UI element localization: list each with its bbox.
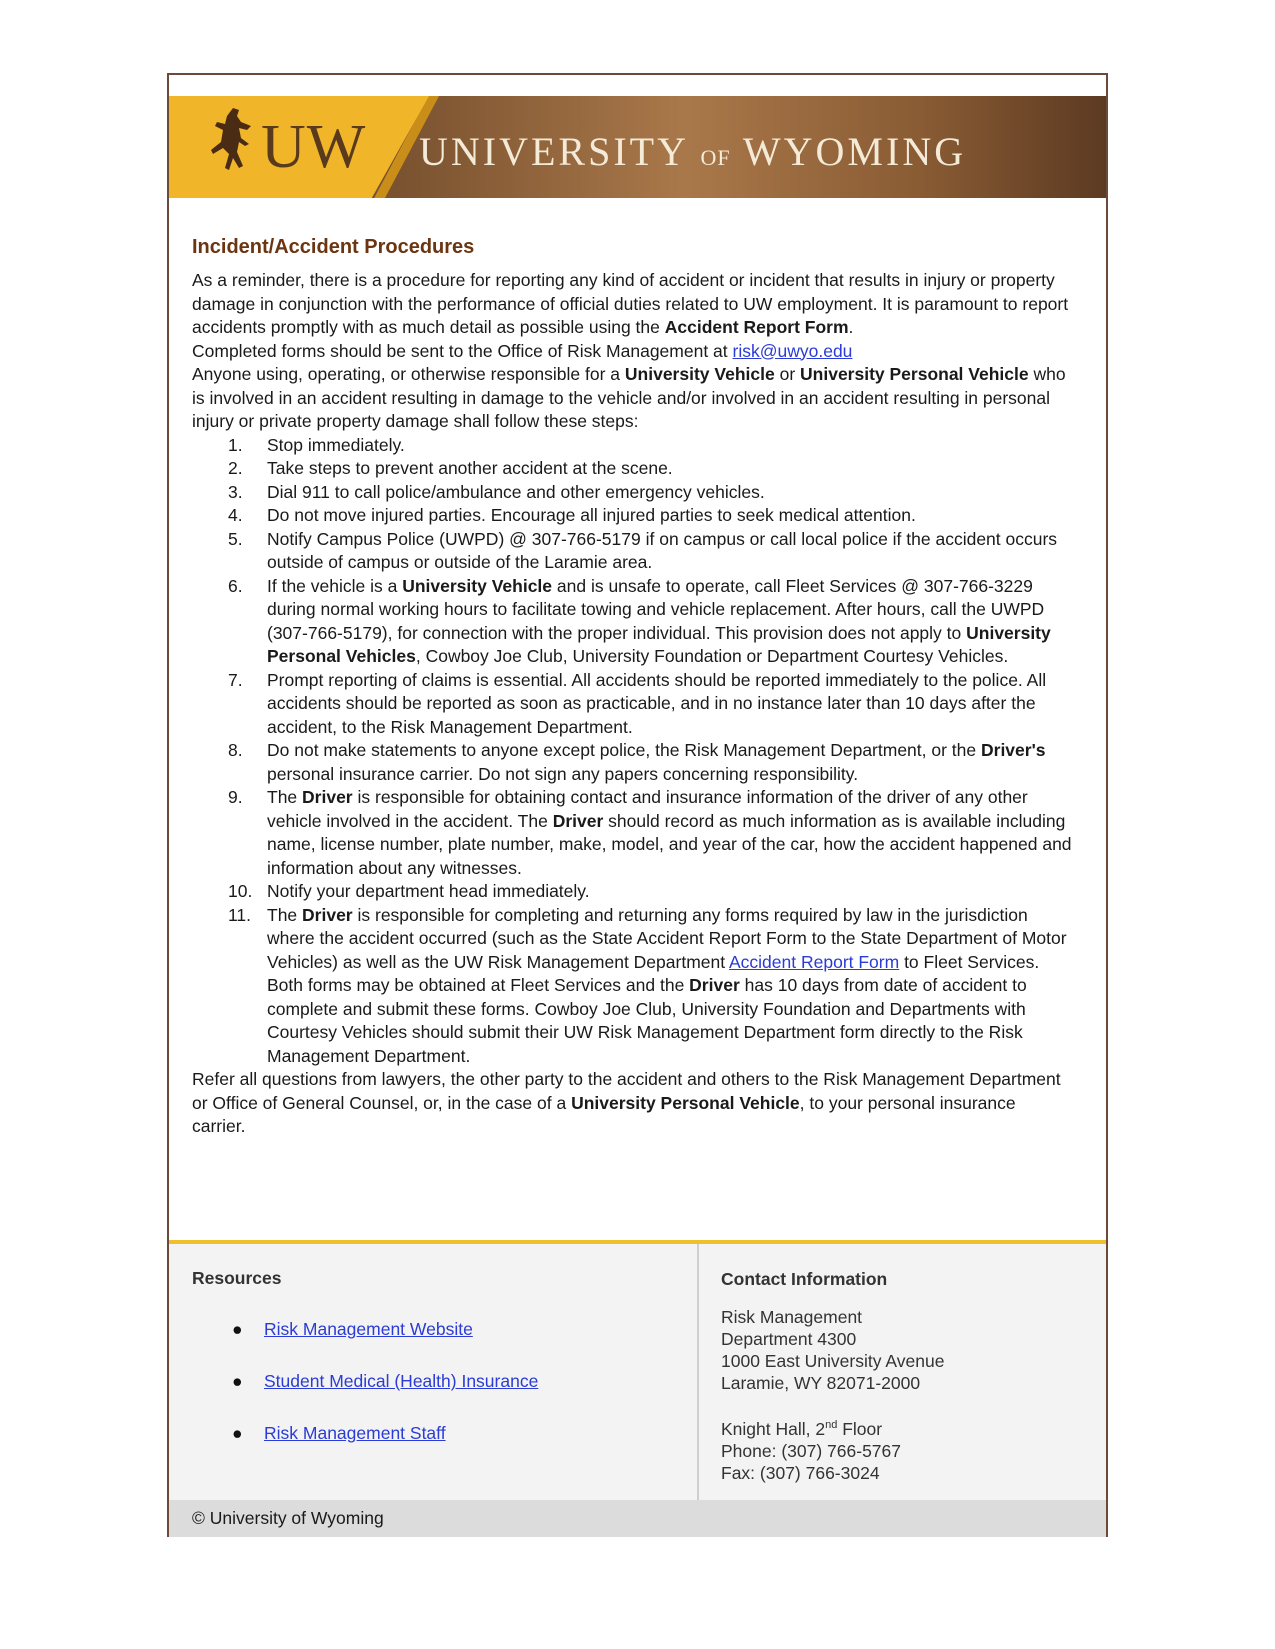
step-text-c: is responsible for obtaining contact and insurance information of the driver of any other vehicle involved in the accident. The (267, 787, 1028, 831)
step-bold-1: Driver's (981, 740, 1046, 760)
step-text-d: to Fleet Services. Both forms may be obtained at Fleet Services and the (267, 951, 1040, 995)
step-number: 7. (228, 669, 243, 690)
contact-building (721, 1414, 1081, 1440)
student-medical-insurance-link[interactable]: Student Medical (Health) Insurance (264, 1371, 539, 1391)
risk-email-link[interactable]: risk@uwyo.edu (732, 340, 853, 361)
closing-text-b: , to your personal insurance carrier. (192, 1092, 1016, 1136)
main-content (192, 235, 1072, 1139)
send-forms-text: Completed forms should be sent to the Office of Risk Management at (192, 340, 733, 361)
name-university: UNIVERSITY (419, 129, 688, 174)
uw-wordmark: UW (261, 113, 367, 181)
contact-section (721, 1268, 1081, 1484)
contact-line: 1000 East University Avenue (721, 1351, 945, 1371)
step-text: Notify your department head immediately. (267, 881, 590, 901)
step-text-a: Do not make statements to anyone except police, the Risk Management Department, or the (267, 740, 981, 760)
building-text-b: Floor (837, 1418, 883, 1439)
resp-text-a: Anyone using, operating, or otherwise responsible for a (192, 364, 625, 384)
closing-paragraph (192, 1068, 1072, 1139)
step-text-d: should record as much information as is available including name, license number, plate number, make, model, and year of the car, how the accident happened and information about any witnesses. (267, 810, 1072, 878)
step-text: Do not move injured parties. Encourage all injured parties to seek medical attention. (267, 505, 916, 525)
step-number: 9. (228, 787, 243, 807)
risk-management-staff-link[interactable]: Risk Management Staff (264, 1423, 446, 1443)
intro-bold-form: Accident Report Form (664, 317, 849, 337)
step-number: 6. (228, 575, 243, 596)
step-text: Prompt reporting of claims is essential. All accidents should be reported immediately to the police. All accidents should be reported as soon as practicable, and in no instance later than 10 days after the accident, to the Risk Management Department. (267, 669, 1047, 737)
step-text: Take steps to prevent another accident at the scene. (267, 458, 673, 478)
contact-line: Laramie, WY 82071-2000 (721, 1373, 921, 1393)
resources-heading: Resources (192, 1268, 282, 1288)
step-bold-1: Driver (302, 787, 353, 807)
resp-text-b: or (774, 364, 801, 384)
step-text-a: The (267, 787, 303, 807)
step-text-c: is responsible for completing and returning any forms required by law in the jurisdiction where the accident occurred (such as the State Accident Report Form to the State Department of Motor Vehicles) as well as the UW Risk Management Department (267, 904, 1067, 972)
name-of: OF (700, 145, 731, 170)
step-bold-2: University Personal Vehicles (267, 622, 1051, 666)
step-bold-2: Driver (689, 975, 740, 995)
step-number: 10. (228, 881, 253, 901)
column-divider (697, 1244, 699, 1500)
copyright-text: © University of Wyoming (192, 1508, 384, 1528)
step-bold-2: Driver (552, 810, 604, 831)
step-text: Dial 911 to call police/ambulance and other emergency vehicles. (267, 481, 765, 502)
send-forms-paragraph (192, 340, 1072, 364)
list-item (192, 434, 1072, 458)
list-item (192, 739, 1072, 786)
copyright-footer (169, 1500, 1106, 1537)
resources-section (192, 1268, 672, 1475)
name-wyoming: WYOMING (742, 129, 967, 174)
list-item (192, 1319, 672, 1371)
step-text-c: personal insurance carrier. Do not sign any papers concerning responsibility. (267, 763, 859, 784)
step-text-e: has 10 days from date of accident to complete and submit these forms. Cowboy Joe Club, University Foundation and Departments with Courtesy Vehicles should submit their UW Risk Management Department form directly to the Risk Management Department. (267, 975, 1027, 1066)
intro-text-a: As a reminder, there is a procedure for reporting any kind of accident or incident that results in injury or property damage in conjunction with the performance of official duties related to UW employment. It is paramount to report accidents promptly with as much detail as possible using the (192, 270, 1069, 337)
list-item (192, 504, 1072, 528)
contact-line: Risk Management (721, 1307, 863, 1327)
list-item (192, 481, 1072, 505)
resp-bold-2: University Personal Vehicle (800, 364, 1029, 384)
email-frame (167, 73, 1108, 1537)
step-text-a: The (267, 904, 303, 925)
step-bold-1: Driver (302, 904, 353, 925)
step-text: Stop immediately. (267, 434, 405, 455)
list-item (192, 786, 1072, 880)
step-text-a: If the vehicle is a (267, 575, 403, 596)
intro-paragraph (192, 269, 1072, 340)
header-banner (169, 96, 1106, 198)
contact-heading: Contact Information (721, 1269, 888, 1289)
building-text-a: Knight Hall, 2 (721, 1418, 826, 1439)
closing-text-a: Refer all questions from lawyers, the other party to the accident and others to the Risk Management Department or Office of General Counsel, or, in the case of a (192, 1069, 1061, 1113)
list-item (192, 669, 1072, 740)
steps-list (192, 434, 1072, 1069)
list-item (192, 575, 1072, 669)
step-number: 4. (228, 505, 243, 525)
step-number: 11. (228, 904, 252, 925)
bullet-icon: ● (232, 1371, 243, 1391)
bullet-icon: ● (232, 1423, 243, 1443)
step-text-d: , Cowboy Joe Club, University Foundation or Department Courtesy Vehicles. (415, 646, 1009, 666)
step-number: 2. (228, 458, 243, 478)
page-title: Incident/Accident Procedures (192, 236, 475, 258)
contact-phone: Phone: (307) 766-5767 (721, 1440, 901, 1461)
info-panel (169, 1244, 1106, 1500)
bullet-icon: ● (232, 1319, 243, 1339)
list-item (192, 880, 1072, 904)
bucking-horse-logo-icon (203, 104, 263, 190)
step-bold-1: University Vehicle (402, 575, 553, 596)
contact-line: Department 4300 (721, 1329, 857, 1349)
step-text: Notify Campus Police (UWPD) @ 307-766-5179 if on campus or call local police if the accident occurs outside of campus or outside of the Laramie area. (267, 528, 1058, 572)
intro-text-b: . (848, 317, 854, 337)
closing-bold: University Personal Vehicle (571, 1092, 800, 1113)
step-number: 8. (228, 740, 243, 760)
risk-management-website-link[interactable]: Risk Management Website (264, 1319, 473, 1339)
step-text-c: and is unsafe to operate, call Fleet Services @ 307-766-3229 during normal working hours to facilitate towing and vehicle replacement. After hours, call the UWPD (307-766-5179), for connection with the proper individual. This provision does not apply to (267, 575, 1045, 643)
resp-text-c: who is involved in an accident resulting in damage to the vehicle and/or involved in an accident resulting in personal injury or private property damage shall follow these steps: (192, 364, 1066, 431)
list-item (192, 1371, 672, 1423)
list-item (192, 457, 1072, 481)
resp-bold-1: University Vehicle (624, 364, 775, 384)
contact-fax: Fax: (307) 766-3024 (721, 1462, 880, 1483)
step-number: 3. (228, 481, 243, 502)
list-item (192, 528, 1072, 575)
accident-report-form-link[interactable]: Accident Report Form (729, 951, 900, 972)
step-number: 5. (228, 528, 243, 549)
responsibility-paragraph (192, 363, 1072, 434)
resources-list (192, 1319, 672, 1475)
university-name (419, 128, 966, 175)
building-sup: nd (825, 1419, 838, 1431)
list-item (192, 1423, 672, 1475)
step-number: 1. (228, 434, 243, 455)
list-item (192, 904, 1072, 1069)
